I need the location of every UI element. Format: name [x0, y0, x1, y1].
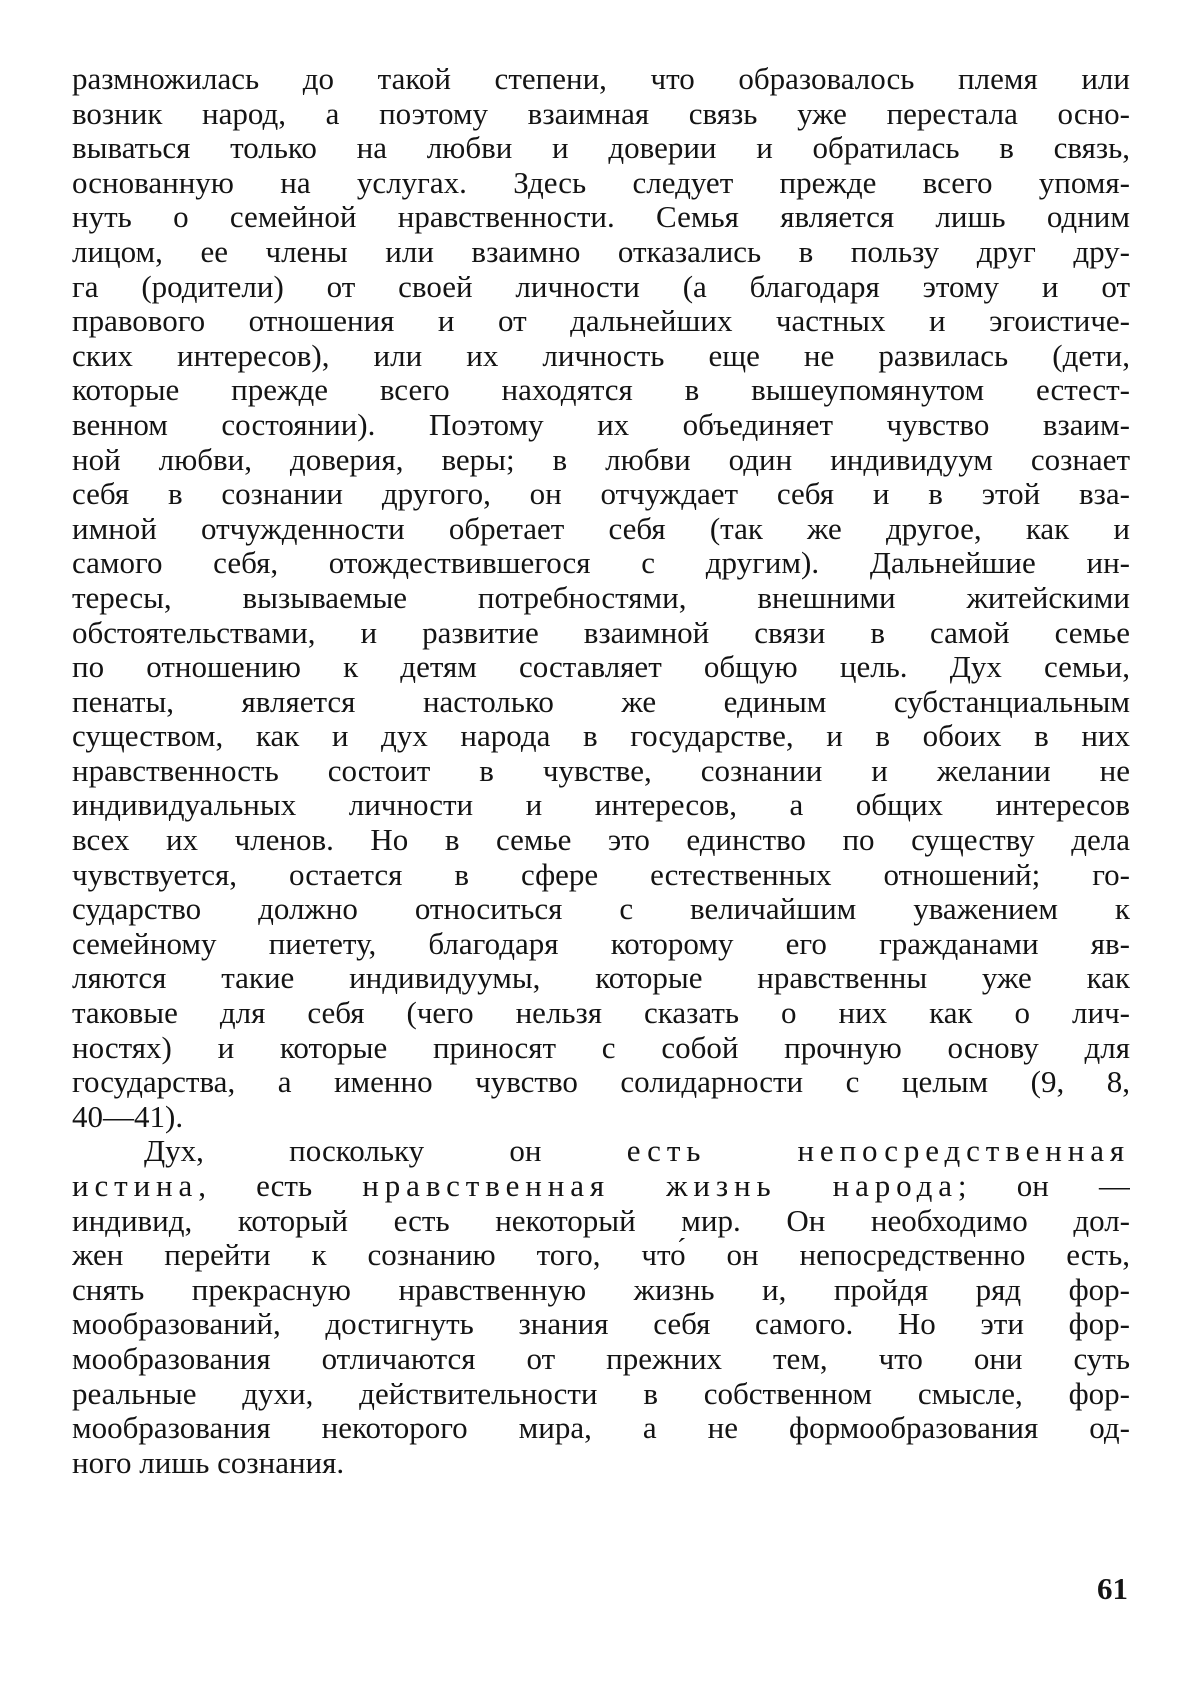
emphasized-text: нравственная жизнь народа [362, 1169, 958, 1203]
text-line: нуть о семейной нравственности. Семья является лишь одним [72, 200, 1130, 235]
text-line: ляются такие индивидуумы, которые нравственны уже как [72, 961, 1130, 996]
text-line: существом, как и дух народа в государстве, и в обоих в них [72, 719, 1130, 754]
text-line: мообразования некоторого мира, а не формообразования од- [72, 1411, 1130, 1446]
text-line: снять прекрасную нравственную жизнь и, пройдя ряд фор- [72, 1272, 1130, 1307]
emphasized-text: есть непосредственная [626, 1134, 1130, 1169]
text-line: индивид, который есть некоторый мир. Он необходимо дол- [72, 1203, 1130, 1238]
text-line [72, 1134, 1130, 1169]
emphasized-text: истина [72, 1169, 199, 1203]
text-line: правового отношения и от дальнейших частных и эгоистиче- [72, 304, 1130, 339]
paragraph-family-ethics [72, 62, 1130, 1134]
text-line: имной отчужденности обретает себя (так же другое, как и [72, 511, 1130, 546]
page-number: 61 [1097, 1571, 1128, 1606]
text-line: нравственность состоит в чувстве, сознании и желании не [72, 753, 1130, 788]
text-line: лицом, ее члены или взаимно отказались в пользу друг дру- [72, 234, 1130, 269]
text-line: вываться только на любви и доверии и обратилась в связь, [72, 131, 1130, 166]
text-line: семейному пиетету, благодаря которому его гражданами яв- [72, 926, 1130, 961]
text-line: чувствуется, остается в сфере естественных отношений; го- [72, 857, 1130, 892]
text-line: ностях) и которые приносят с собой прочную основу для [72, 1030, 1130, 1065]
text-line: всех их членов. Но в семье это единство по существу дела [72, 823, 1130, 858]
text-line: ских интересов), или их личность еще не развилась (дети, [72, 338, 1130, 373]
text-line: мообразования отличаются от прежних тем, что они суть [72, 1341, 1130, 1376]
text-line: 40—41). [72, 1099, 184, 1134]
text-line: реальные духи, действительности в собственном смысле, фор- [72, 1376, 1130, 1411]
paragraph-spirit [72, 1134, 1130, 1480]
text-run: ; он — [957, 1169, 1130, 1203]
text-line: сударство должно относиться с величайшим уважением к [72, 892, 1130, 927]
text-line: государства, а именно чувство солидарности с целым (9, 8, [72, 1065, 1130, 1100]
text-line: которые прежде всего находятся в вышеупомянутом естест- [72, 373, 1130, 408]
text-run: Дух, поскольку он [144, 1134, 627, 1169]
text-line: по отношению к детям составляет общую цель. Дух семьи, [72, 650, 1130, 685]
text-line: себя в сознании другого, он отчуждает себя и в этой вза- [72, 477, 1130, 512]
text-line: обстоятельствами, и развитие взаимной связи в самой семье [72, 615, 1130, 650]
text-line: тересы, вызываемые потребностями, внешними житейскими [72, 580, 1130, 615]
text-line: мообразований, достигнуть знания себя самого. Но эти фор- [72, 1307, 1130, 1342]
text-run: , есть [198, 1169, 363, 1203]
text-line: размножилась до такой степени, что образовалось племя или [72, 62, 1130, 96]
text-line: венном состоянии). Поэтому их объединяет чувство взаим- [72, 407, 1130, 442]
text-line [72, 1169, 1130, 1204]
text-line: жен перейти к сознанию того, что́ он непосредственно есть, [72, 1238, 1130, 1273]
body-text [72, 62, 1130, 1480]
text-line: самого себя, отождествившегося с другим). Дальнейшие ин- [72, 546, 1130, 581]
text-line: ной любви, доверия, веры; в любви один индивидуум сознает [72, 442, 1130, 477]
text-line: основанную на услугах. Здесь следует прежде всего упомя- [72, 165, 1130, 200]
text-line: ного лишь сознания. [72, 1445, 345, 1480]
text-line: пенаты, является настолько же единым субстанциальным [72, 684, 1130, 719]
text-line: возник народ, а поэтому взаимная связь уже перестала осно- [72, 96, 1130, 131]
text-line: индивидуальных личности и интересов, а общих интересов [72, 788, 1130, 823]
text-line: га (родители) от своей личности (а благодаря этому и от [72, 269, 1130, 304]
text-line: таковые для себя (чего нельзя сказать о них как о лич- [72, 996, 1130, 1031]
